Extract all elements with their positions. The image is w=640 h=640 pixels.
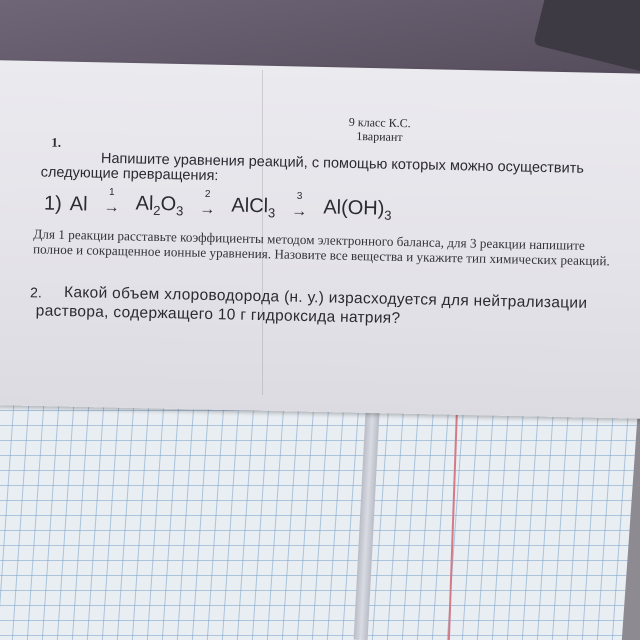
chain-formula: Al	[69, 193, 88, 216]
task1-number: 1.	[51, 134, 62, 150]
task1-text: Напишите уравнения реакций, с помощью которых можно осуществить следующие превращения:	[40, 150, 585, 185]
grid-notebook	[0, 380, 640, 640]
reaction-arrow-2: 2 →	[191, 201, 223, 220]
task2-number: 2.	[29, 284, 42, 301]
task1-instructions: Для 1 реакции расставьте коэффициенты методом электронного баланса, для 3 реакции напишите полное и сокращенное ионные уравнения. Назовите все вещества и укажите тип химических реакций.	[32, 226, 610, 269]
reaction-arrow-3: 3 →	[283, 203, 315, 222]
header-class: 9 класс К.С.	[348, 114, 411, 131]
task2-text: Какой объем хлороводорода (н. у.) израсходуется для нейтрализации раствора, содержащего 10 г гидроксида натрия?	[35, 283, 588, 328]
arrow-step-number: 3	[296, 190, 303, 202]
chain-formula: AlCl$_3$	[231, 194, 276, 221]
chain-label: 1)	[43, 192, 63, 215]
chain-formula: $Al(OH)_3$	[323, 196, 392, 223]
reaction-arrow-1: 1 →	[95, 199, 127, 218]
chain-formula: $Al_2O_3$	[135, 192, 184, 219]
arrow-step-number: 1	[108, 186, 115, 198]
arrow-step-number: 2	[204, 188, 211, 201]
header-variant: 1вариант	[356, 129, 403, 145]
